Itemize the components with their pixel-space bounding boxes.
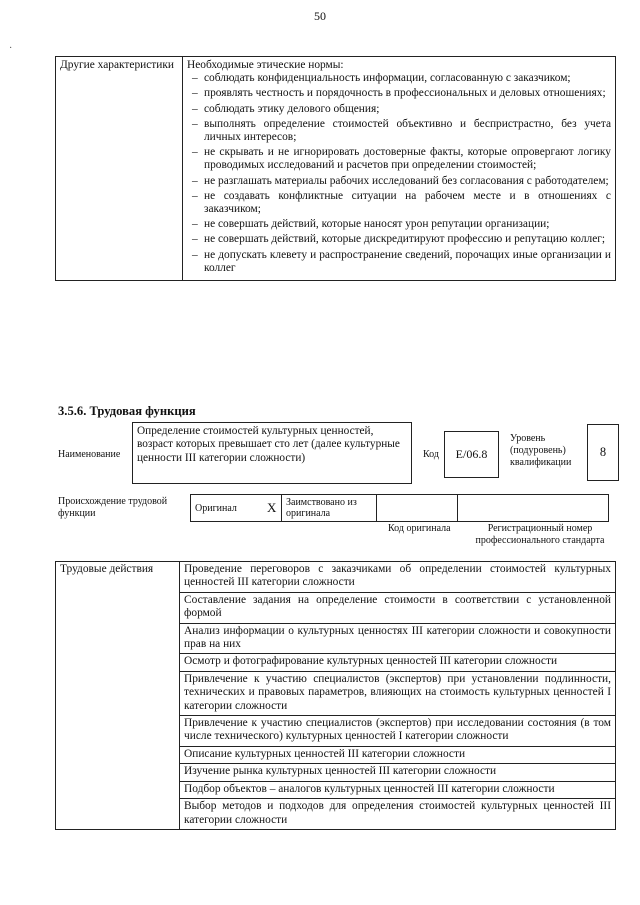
ethics-item: – не совершать действий, которые дискредитируют профессию и репутацию коллег; (187, 233, 611, 246)
labor-action: Анализ информации о культурных ценностях III категории сложности и совокупности прав на них (180, 623, 616, 654)
code-label: Код (423, 449, 439, 460)
ethics-cell (183, 57, 616, 281)
ethics-item: – не разглашать материалы рабочих исследований без согласования с работодателем; (187, 175, 611, 188)
ethics-item: – не допускать клевету и распространение сведений, порочащих иные организации и коллег (187, 249, 611, 275)
origin-label (58, 496, 186, 520)
labor-action: Составление задания на определение стоимости в соответствии с установленной формой (180, 592, 616, 623)
labor-action: Описание культурных ценностей III категории сложности (180, 746, 616, 763)
function-name-box: Определение стоимостей культурных ценностей, возраст которых превышает сто лет (далее культурные ценности III категории сложности) (132, 422, 412, 484)
ethics-item: – не создавать конфликтные ситуации на рабочем месте и в отношениях с заказчиком; (187, 190, 611, 216)
labor-action: Выбор методов и подходов для определения стоимостей культурных ценностей III категории сложности (180, 799, 616, 830)
labor-action: Привлечение к участию специалистов (экспертов) при исследовании состояния (в том числе технического) культурных ценностей I категории сложности (180, 716, 616, 747)
labor-action: Подбор объектов – аналогов культурных ценностей III категории сложности (180, 781, 616, 798)
ethics-item: – не совершать действий, которые наносят урон репутации организации; (187, 218, 611, 231)
other-characteristics-label: Другие характеристики (56, 57, 183, 281)
labor-action: Привлечение к участию специалистов (экспертов) при установлении подлинности, технических и правовых параметров, влияющих на стоимость культурных ценностей I категории сложности (180, 671, 616, 715)
ethics-item: – выполнять определение стоимостей объективно и беспристрастно, без учета личных интересов; (187, 118, 611, 144)
qualification-level-box: 8 (587, 424, 619, 481)
original-mark: X (263, 495, 282, 522)
labor-actions-table (55, 561, 616, 830)
origin-label-text: Происхождение трудовой функции (58, 496, 168, 519)
level-label-text: Уровень (подуровень) квалификации (510, 433, 572, 468)
labor-action: Осмотр и фотографирование культурных ценностей III категории сложности (180, 654, 616, 671)
labor-action: Изучение рынка культурных ценностей III категории сложности (180, 764, 616, 781)
function-code-box: E/06.8 (444, 431, 499, 478)
ethics-list (187, 72, 611, 275)
other-characteristics-table (55, 56, 616, 281)
ethics-item: – соблюдать этику делового общения; (187, 103, 611, 116)
ethics-item: – не скрывать и не игнорировать достоверные факты, которые опровергают логику проводимых исследований и расчетов при определении стоимостей; (187, 146, 611, 172)
name-label: Наименование (58, 449, 121, 460)
ethics-item: – проявлять честность и порядочность в профессиональных и деловых отношениях; (187, 87, 611, 100)
level-label (510, 433, 582, 469)
reg-number-cell (458, 495, 609, 522)
page-number: 50 (314, 9, 326, 23)
borrowed-label: Заимствовано из оригинала (282, 495, 377, 522)
original-code-cell (377, 495, 458, 522)
original-label: Оригинал (191, 495, 264, 522)
labor-actions-label: Трудовые действия (56, 562, 180, 830)
labor-action: Проведение переговоров с заказчиками об определении стоимостей культурных ценностей III категории сложности (180, 562, 616, 593)
original-code-label: Код оригинала (388, 523, 451, 534)
reg-number-label: Регистрационный номер профессионального стандарта (475, 523, 605, 546)
section-title: 3.5.6. Трудовая функция (58, 404, 196, 418)
origin-table (190, 494, 609, 522)
ethics-heading: Необходимые этические нормы: (187, 59, 344, 71)
ethics-item: – соблюдать конфиденциальность информации, согласованную с заказчиком; (187, 72, 611, 85)
scan-dot: · (9, 43, 13, 54)
